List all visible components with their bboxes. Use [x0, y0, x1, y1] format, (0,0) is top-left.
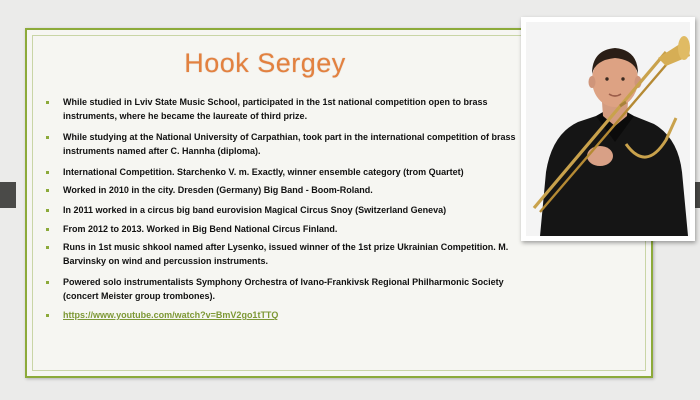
square-bullet-icon: [46, 281, 49, 284]
bullet-item: [44, 309, 278, 323]
bullet-item: [44, 166, 464, 180]
bullet-text: Runs in 1st music shkool named after Lysenko, issued winner of the 1st prize Ukrainian Competition. M. Barvinsky on wind and percussion instruments.: [63, 242, 509, 266]
square-bullet-icon: [46, 228, 49, 231]
square-bullet-icon: [46, 101, 49, 104]
bullet-item: [44, 96, 524, 123]
slide-title: Hook Sergey: [184, 48, 346, 78]
square-bullet-icon: [46, 246, 49, 249]
bullet-text: Worked in 2010 in the city. Dresden (Germany) Big Band - Boom-Roland.: [63, 185, 373, 195]
bullet-text: In 2011 worked in a circus big band eurovision Magical Circus Snoy (Switzerland Geneva): [63, 205, 447, 215]
bullet-item: [44, 223, 337, 237]
bullet-text: International Competition. Starchenko V. m. Exactly, winner ensemble category (trom Quartet): [63, 167, 464, 177]
square-bullet-icon: [46, 171, 49, 174]
youtube-link[interactable]: https://www.youtube.com/watch?v=BmV2go1tTTQ: [63, 310, 279, 320]
square-bullet-icon: [46, 136, 49, 139]
square-bullet-icon: [46, 189, 49, 192]
trombone-player-photo: [526, 22, 690, 236]
bullet-text: From 2012 to 2013. Worked in Big Bend National Circus Finland.: [63, 224, 338, 234]
bullet-item: [44, 276, 524, 303]
bullet-item: [44, 204, 446, 218]
bullet-text: Powered solo instrumentalists Symphony Orchestra of Ivano-Frankivsk Regional Philharmonic Society (concert Meister group trombones).: [63, 277, 504, 301]
portrait-photo-frame: [521, 17, 695, 241]
bullet-item: [44, 131, 524, 158]
bullet-text: While studying at the National University of Carpathian, took part in the international competition of brass instruments named after C. Hannha (diploma).: [63, 132, 516, 156]
bullet-item: [44, 241, 524, 268]
left-edge-bar: [0, 182, 16, 208]
square-bullet-icon: [46, 209, 49, 212]
bullet-item: [44, 184, 373, 198]
square-bullet-icon: [46, 314, 49, 317]
bullet-text: While studied in Lviv State Music School, participated in the 1st national competition open to brass instruments, where he became the laureate of third prize.: [63, 97, 488, 121]
